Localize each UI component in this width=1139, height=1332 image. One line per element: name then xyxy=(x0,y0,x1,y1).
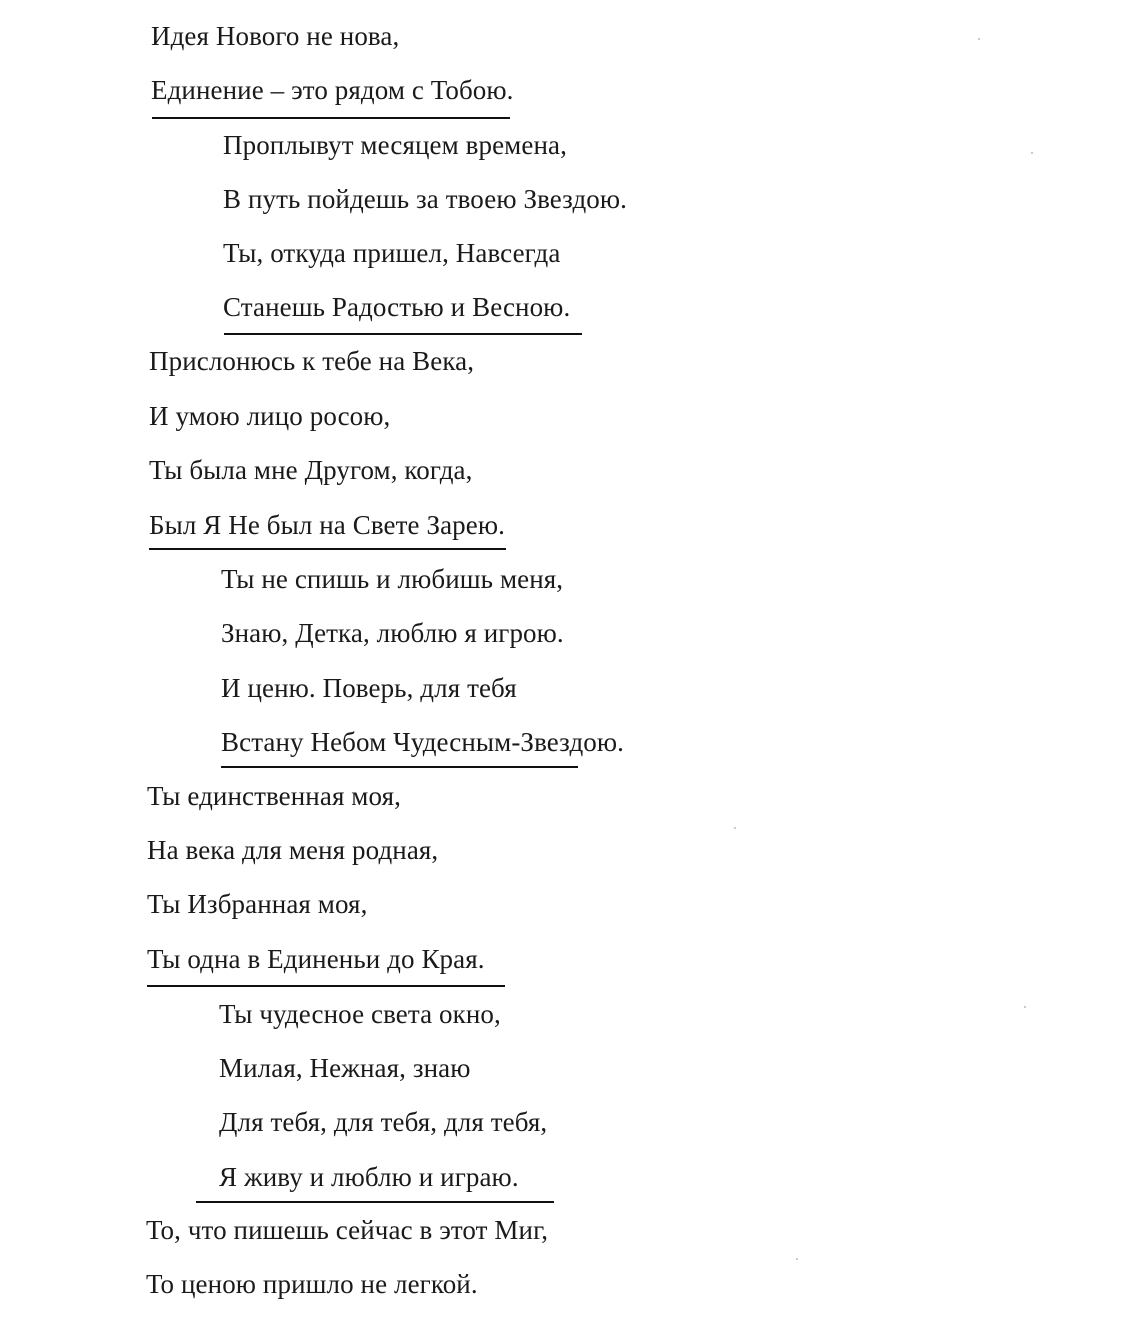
stanza-underline xyxy=(224,333,582,335)
poem-line: Ты была мне Другом, когда, xyxy=(149,455,473,485)
scan-speck xyxy=(1024,1006,1026,1008)
poem-line: Ты, откуда пришел, Навсегда xyxy=(223,238,561,268)
poem-line: Станешь Радостью и Весною. xyxy=(223,292,571,322)
poem-line: На века для меня родная, xyxy=(147,835,439,865)
poem-line: Идея Нового не нова, xyxy=(151,21,400,51)
scan-speck xyxy=(1031,152,1033,154)
stanza-underline xyxy=(147,985,505,987)
poem-line: В путь пойдешь за твоею Звездою. xyxy=(223,184,628,214)
poem-line: Ты Избранная моя, xyxy=(147,889,368,919)
poem-line: Для тебя, для тебя, для тебя, xyxy=(219,1107,548,1137)
poem-line: Был Я Не был на Свете Зарею. xyxy=(149,510,505,540)
stanza-underline xyxy=(196,1201,554,1203)
poem-line: Единение – это рядом с Тобою. xyxy=(151,75,514,105)
poem-line: Ты единственная моя, xyxy=(147,781,401,811)
scan-speck xyxy=(978,38,980,40)
stanza-underline xyxy=(152,117,510,119)
poem-line: Проплывут месяцем времена, xyxy=(223,130,567,160)
poem-line: Встану Небом Чудесным-Звездою. xyxy=(221,727,625,757)
poem-line: Прислонюсь к тебе на Века, xyxy=(149,346,475,376)
poem-line: Милая, Нежная, знаю xyxy=(219,1053,471,1083)
poem-line: То ценою пришло не легкой. xyxy=(146,1269,478,1299)
poem-line: Ты не спишь и любишь меня, xyxy=(221,564,564,594)
poem-line: Ты одна в Единеньи до Края. xyxy=(147,944,485,974)
poem-line: И умою лицо росою, xyxy=(149,401,391,431)
stanza-underline xyxy=(149,548,506,550)
poem-line: То, что пишешь сейчас в этот Миг, xyxy=(146,1215,549,1245)
scan-speck xyxy=(734,827,736,829)
stanza-underline xyxy=(221,766,578,768)
poem-line: Знаю, Детка, люблю я игрою. xyxy=(221,618,564,648)
poem-line: Я живу и люблю и играю. xyxy=(219,1162,519,1192)
scan-speck xyxy=(796,1258,798,1260)
poem-line: Ты чудесное света окно, xyxy=(219,999,501,1029)
poem-line: И ценю. Поверь, для тебя xyxy=(221,673,517,703)
